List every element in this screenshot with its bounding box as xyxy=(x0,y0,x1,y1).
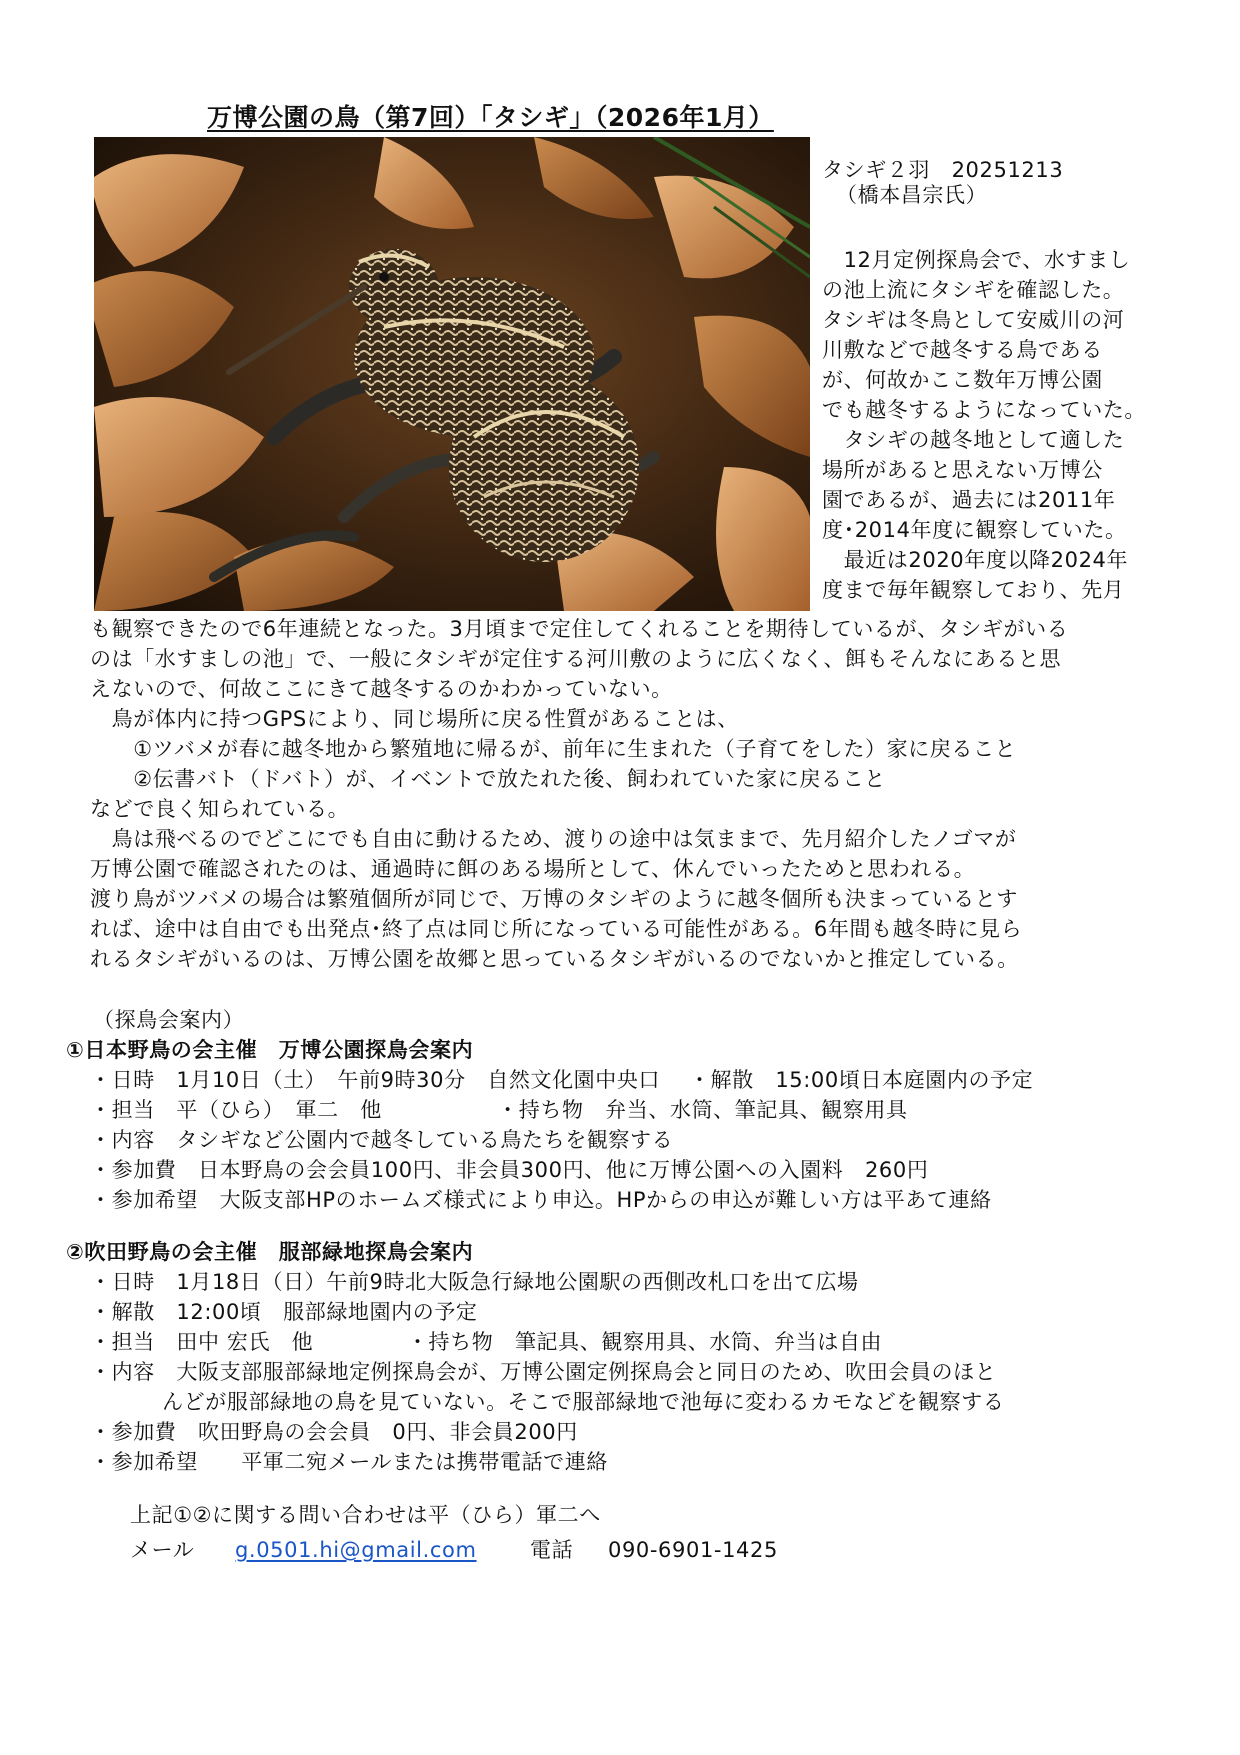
event1-line: ・担当 平（ひら） 軍二 他 ・持ち物 弁当、水筒、筆記具、観察用具 xyxy=(90,1098,908,1122)
intro-line: 12月定例探鳥会で、水すまし xyxy=(822,248,1131,272)
intro-line: 園であるが、過去には2011年 xyxy=(822,488,1116,512)
intro-line: の池上流にタシギを確認した。 xyxy=(822,278,1125,302)
mail-label: メール xyxy=(130,1538,195,1562)
event1-title: ①日本野鳥の会主催 万博公園探鳥会案内 xyxy=(66,1038,474,1062)
intro-line: でも越冬するようになっていた。 xyxy=(822,398,1146,422)
phone-number: 090-6901-1425 xyxy=(608,1538,778,1562)
event2-line: ・日時 1月18日（日）午前9時北大阪急行緑地公園駅の西側改札口を出て広場 xyxy=(90,1270,859,1294)
body-line: も観察できたので6年連続となった。3月頃まで定住してくれることを期待しているが、タシギがいる xyxy=(90,617,1069,641)
body-line: ②伝書バト（ドバト）が、イベントで放たれた後、飼われていた家に戻ること xyxy=(90,767,886,791)
intro-line: 場所があると思えない万博公 xyxy=(822,458,1103,482)
body-line: 渡り鳥がツバメの場合は繁殖個所が同じで、万博のタシギのように越冬個所も決まっているとす xyxy=(90,887,1018,911)
phone-label: 電話 xyxy=(530,1538,574,1562)
body-line: ①ツバメが春に越冬地から繁殖地に帰るが、前年に生まれた（子育てをした）家に戻ること xyxy=(90,737,1017,761)
event2-line: ・解散 12:00頃 服部緑地園内の予定 xyxy=(90,1300,478,1324)
event2-line: ・参加希望 平軍二宛メールまたは携帯電話で連絡 xyxy=(90,1450,608,1474)
photo-caption-line1: タシギ２羽 20251213 xyxy=(822,158,1064,182)
event1-line: ・日時 1月10日（土） 午前9時30分 自然文化園中央口 ・解散 15:00頃日本庭園内の予定 xyxy=(90,1068,1034,1092)
event2-title: ②吹田野鳥の会主催 服部緑地探鳥会案内 xyxy=(66,1240,474,1264)
intro-line: が、何故かここ数年万博公園 xyxy=(822,368,1103,392)
intro-line: 度･2014年度に観察していた。 xyxy=(822,518,1127,542)
body-line: などで良く知られている。 xyxy=(90,797,350,821)
event2-line: んどが服部緑地の鳥を見ていない。そこで服部緑地で池毎に変わるカモなどを観察する xyxy=(90,1390,1005,1414)
intro-line: タシギの越冬地として適した xyxy=(822,428,1125,452)
body-line: 鳥は飛べるのでどこにでも自由に動けるため、渡りの途中は気ままで、先月紹介したノゴマが xyxy=(90,827,1017,851)
snipe-photo xyxy=(94,137,810,611)
event2-line: ・内容 大阪支部服部緑地定例探鳥会が、万博公園定例探鳥会と同日のため、吹田会員のほと xyxy=(90,1360,997,1384)
intro-line: 度まで毎年観察しており、先月 xyxy=(822,578,1125,602)
body-line: えないので、何故ここにきて越冬するのかわかっていない。 xyxy=(90,677,673,701)
body-line: のは「水すましの池」で、一般にタシギが定住する河川敷のように広くなく、餌もそんなにあると思 xyxy=(90,647,1062,671)
photo-caption-line2: （橋本昌宗氏） xyxy=(836,183,988,207)
event2-line: ・担当 田中 宏氏 他 ・持ち物 筆記具、観察用具、水筒、弁当は自由 xyxy=(90,1330,883,1354)
body-line: れば、途中は自由でも出発点･終了点は同じ所になっている可能性がある。6年間も越冬時に見ら xyxy=(90,917,1023,941)
contact-intro: 上記①②に関する問い合わせは平（ひら）軍二へ xyxy=(130,1503,601,1527)
event1-line: ・参加費 日本野鳥の会会員100円、非会員300円、他に万博公園への入園料 260円 xyxy=(90,1158,929,1182)
intro-line: 最近は2020年度以降2024年 xyxy=(822,548,1129,572)
intro-line: タシギは冬鳥として安威川の河 xyxy=(822,308,1125,332)
event1-line: ・内容 タシギなど公園内で越冬している鳥たちを観察する xyxy=(90,1128,674,1152)
intro-line: 川敷などで越冬する鳥である xyxy=(822,338,1103,362)
body-line: れるタシギがいるのは、万博公園を故郷と思っているタシギがいるのでないかと推定している。 xyxy=(90,947,1019,971)
events-heading: （探鳥会案内） xyxy=(93,1008,245,1032)
event2-line: ・参加費 吹田野鳥の会会員 0円、非会員200円 xyxy=(90,1420,578,1444)
email-link[interactable]: g.0501.hi@gmail.com xyxy=(235,1538,477,1562)
page-title: 万博公園の鳥（第7回）「タシギ」（2026年1月） xyxy=(207,103,774,132)
body-line: 万博公園で確認されたのは、通過時に餌のある場所として、休んでいったためと思われる。 xyxy=(90,857,976,881)
event1-line: ・参加希望 大阪支部HPのホームズ様式により申込。HPからの申込が難しい方は平あて連絡 xyxy=(90,1188,992,1212)
body-line: 鳥が体内に持つGPSにより、同じ場所に戻る性質があることは、 xyxy=(90,707,739,731)
